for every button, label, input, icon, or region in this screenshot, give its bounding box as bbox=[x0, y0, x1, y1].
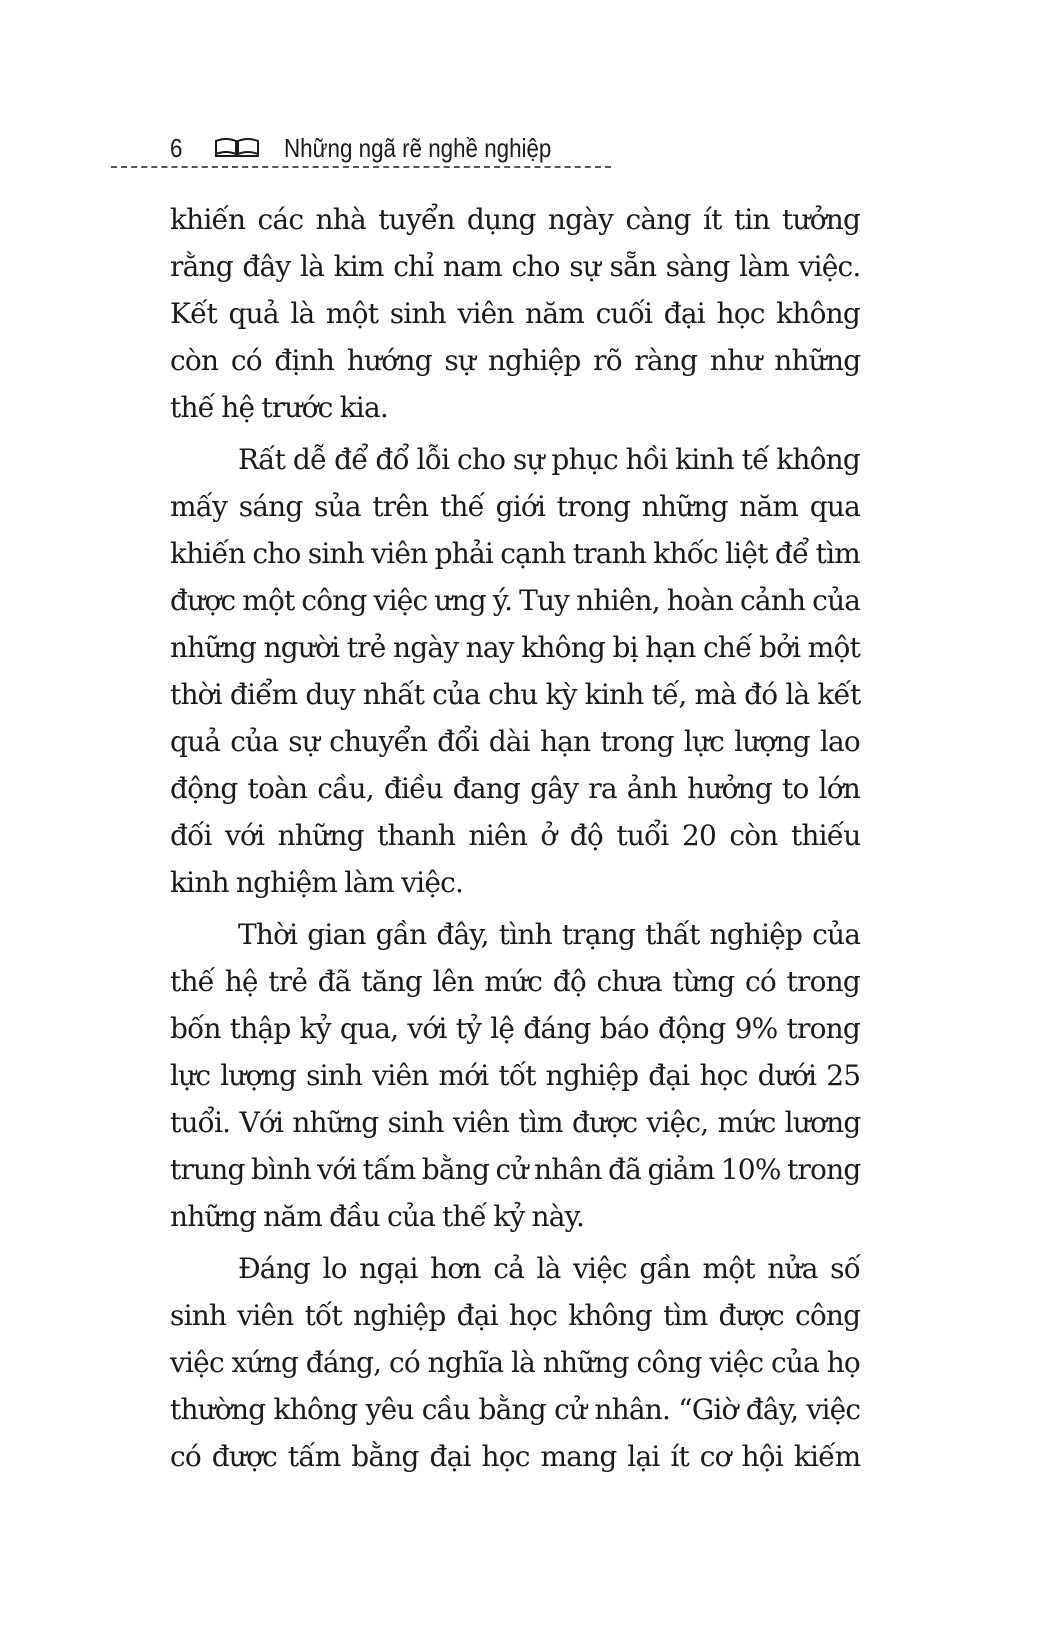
text-line: sinh viên tốt nghiệp đại học không tìm được công bbox=[170, 1299, 861, 1332]
text-line: khiến cho sinh viên phải cạnh tranh khốc liệt để tìm bbox=[170, 537, 860, 570]
text-line: những người trẻ ngày nay không bị hạn chế bởi một bbox=[170, 631, 860, 664]
paragraph bbox=[170, 911, 860, 1240]
text-line: Thời gian gần đây, tình trạng thất nghiệp của bbox=[238, 918, 861, 951]
text-line: có được tấm bằng đại học mang lại ít cơ hội kiếm bbox=[170, 1440, 861, 1473]
page-header bbox=[168, 128, 613, 170]
text-line: được một công việc ưng ý. Tuy nhiên, hoàn cảnh của bbox=[170, 584, 861, 617]
text-line: còn có định hướng sự nghiệp rõ ràng như những bbox=[170, 344, 861, 377]
paragraph bbox=[170, 1245, 860, 1480]
text-line: đối với những thanh niên ở độ tuổi 20 còn thiếu bbox=[170, 819, 861, 852]
text-line: tuổi. Với những sinh viên tìm được việc, mức lương bbox=[170, 1106, 861, 1139]
text-line: khiến các nhà tuyển dụng ngày càng ít tin tưởng bbox=[170, 203, 861, 236]
page-number: 6 bbox=[170, 133, 183, 163]
text-line: thế hệ trước kia. bbox=[170, 391, 388, 424]
text-line: rằng đây là kim chỉ nam cho sự sẵn sàng làm việc. bbox=[170, 250, 861, 283]
text-line: thế hệ trẻ đã tăng lên mức độ chưa từng có trong bbox=[170, 965, 860, 998]
text-line: việc xứng đáng, có nghĩa là những công việc của họ bbox=[170, 1346, 860, 1379]
text-line: kinh nghiệm làm việc. bbox=[170, 866, 464, 899]
text-line: Đáng lo ngại hơn cả là việc gần một nửa số bbox=[238, 1252, 861, 1285]
text-line: động toàn cầu, điều đang gây ra ảnh hưởng to lớn bbox=[170, 772, 860, 805]
header-divider bbox=[111, 166, 611, 168]
text-line: thời điểm duy nhất của chu kỳ kinh tế, mà đó là kết bbox=[170, 678, 861, 711]
text-line: Kết quả là một sinh viên năm cuối đại học không bbox=[170, 297, 860, 330]
running-title: Những ngã rẽ nghề nghiệp bbox=[284, 133, 552, 163]
open-book-icon bbox=[214, 137, 260, 157]
text-line: bốn thập kỷ qua, với tỷ lệ đáng báo động 9% trong bbox=[170, 1012, 860, 1045]
text-line: mấy sáng sủa trên thế giới trong những năm qua bbox=[170, 490, 860, 523]
paragraph bbox=[170, 196, 860, 431]
text-line: lực lượng sinh viên mới tốt nghiệp đại học dưới 25 bbox=[170, 1059, 861, 1092]
text-line: những năm đầu của thế kỷ này. bbox=[170, 1200, 585, 1233]
text-line: Rất dễ để đổ lỗi cho sự phục hồi kinh tế không bbox=[238, 443, 861, 476]
text-line: quả của sự chuyển đổi dài hạn trong lực lượng lao bbox=[170, 725, 860, 758]
paragraph bbox=[170, 436, 860, 906]
text-line: trung bình với tấm bằng cử nhân đã giảm 10% trong bbox=[170, 1153, 861, 1186]
text-line: thường không yêu cầu bằng cử nhân. “Giờ đây, việc bbox=[170, 1393, 861, 1426]
body-text bbox=[170, 196, 860, 1485]
